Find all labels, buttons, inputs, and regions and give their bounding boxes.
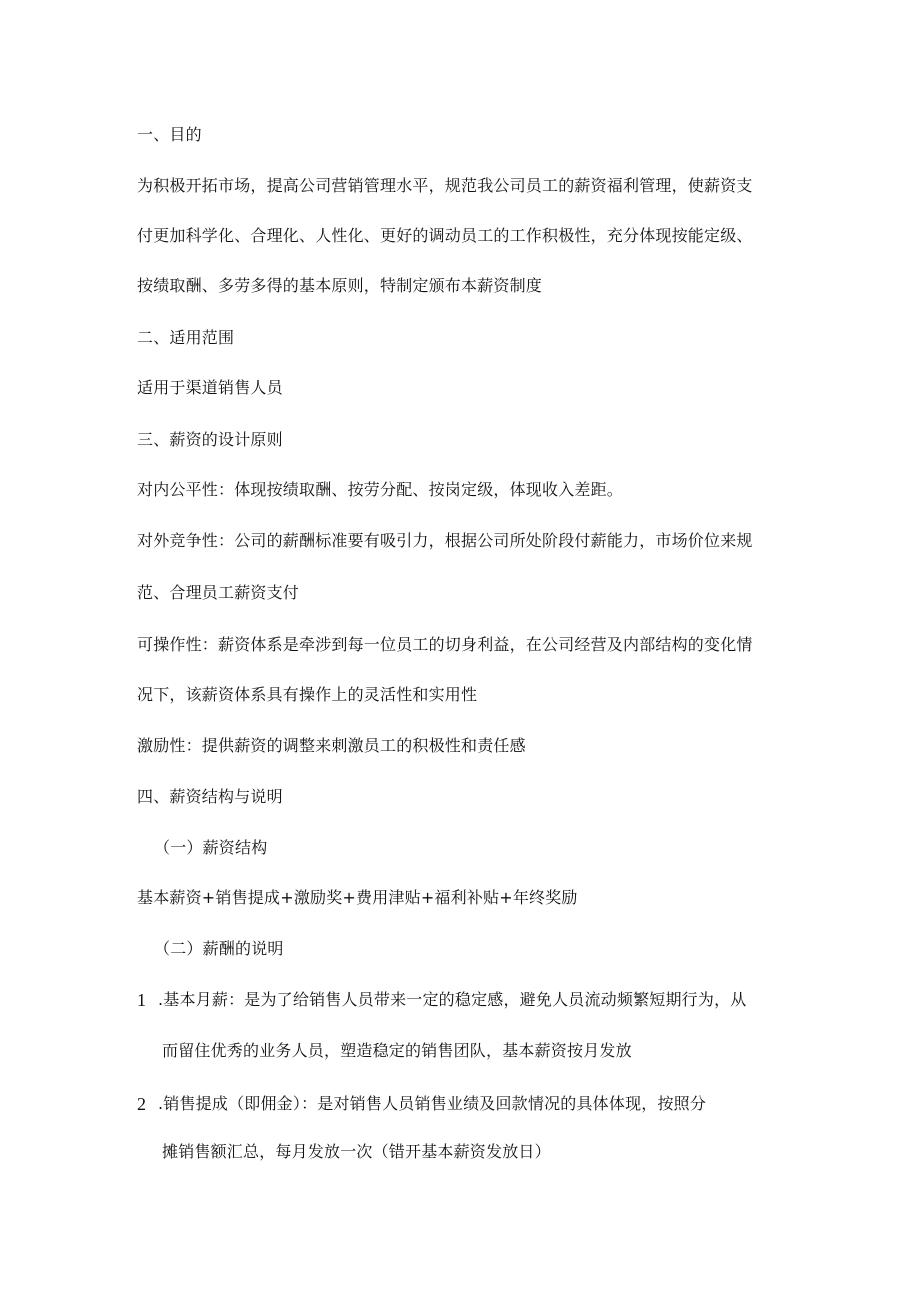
principle-operability-line-2: 况下，该薪资体系具有操作上的灵活性和实用性 (137, 685, 478, 704)
section-heading-purpose: 一、目的 (137, 125, 202, 144)
base-salary-line-1: .基本月薪：是为了给销售人员带来一定的稳定感，避免人员流动频繁短期行为，从 (158, 990, 747, 1009)
principle-operability-line-1: 可操作性：薪资体系是牵涉到每一位员工的切身利益，在公司经营及内部结构的变化情 (137, 635, 753, 654)
commission-line-2: 摊销售额汇总，每月发放一次（错开基本薪资发放日） (162, 1142, 551, 1161)
subheading-salary-explanation: （二）薪酬的说明 (154, 939, 284, 958)
list-number-1: 1 (137, 990, 146, 1010)
salary-structure-formula: 基本薪资+销售提成+激励奖+费用津贴+福利补贴+年终奖励 (137, 888, 578, 907)
subheading-salary-structure: （一）薪资结构 (154, 838, 268, 857)
list-number-2: 2 (137, 1094, 146, 1114)
section-heading-salary-structure: 四、薪资结构与说明 (137, 787, 283, 806)
section-heading-scope: 二、适用范围 (137, 328, 235, 347)
base-salary-line-2: 而留住优秀的业务人员，塑造稳定的销售团队，基本薪资按月发放 (162, 1041, 632, 1060)
principle-external-competitiveness-line-1: 对外竞争性：公司的薪酬标准要有吸引力，根据公司所处阶段付薪能力，市场价位来规 (137, 531, 753, 550)
principle-external-competitiveness-line-2: 范、合理员工薪资支付 (137, 583, 300, 602)
principle-internal-fairness: 对内公平性：体现按绩取酬、按劳分配、按岗定级，体现收入差距。 (137, 480, 624, 499)
section-heading-design-principles: 三、薪资的设计原则 (137, 430, 283, 449)
purpose-paragraph-line-2: 付更加科学化、合理化、人性化、更好的调动员工的工作积极性，充分体现按能定级、 (137, 226, 753, 245)
purpose-paragraph-line-1: 为积极开拓市场，提高公司营销管理水平，规范我公司员工的薪资福利管理，使薪资支 (137, 176, 753, 195)
purpose-paragraph-line-3: 按绩取酬、多劳多得的基本原则，特制定颁布本薪资制度 (137, 276, 543, 295)
commission-line-1: .销售提成（即佣金）：是对销售人员销售业绩及回款情况的具体体现，按照分 (158, 1094, 707, 1113)
scope-paragraph: 适用于渠道销售人员 (137, 378, 283, 397)
principle-incentive: 激励性：提供薪资的调整来刺激员工的积极性和责任感 (137, 736, 526, 755)
